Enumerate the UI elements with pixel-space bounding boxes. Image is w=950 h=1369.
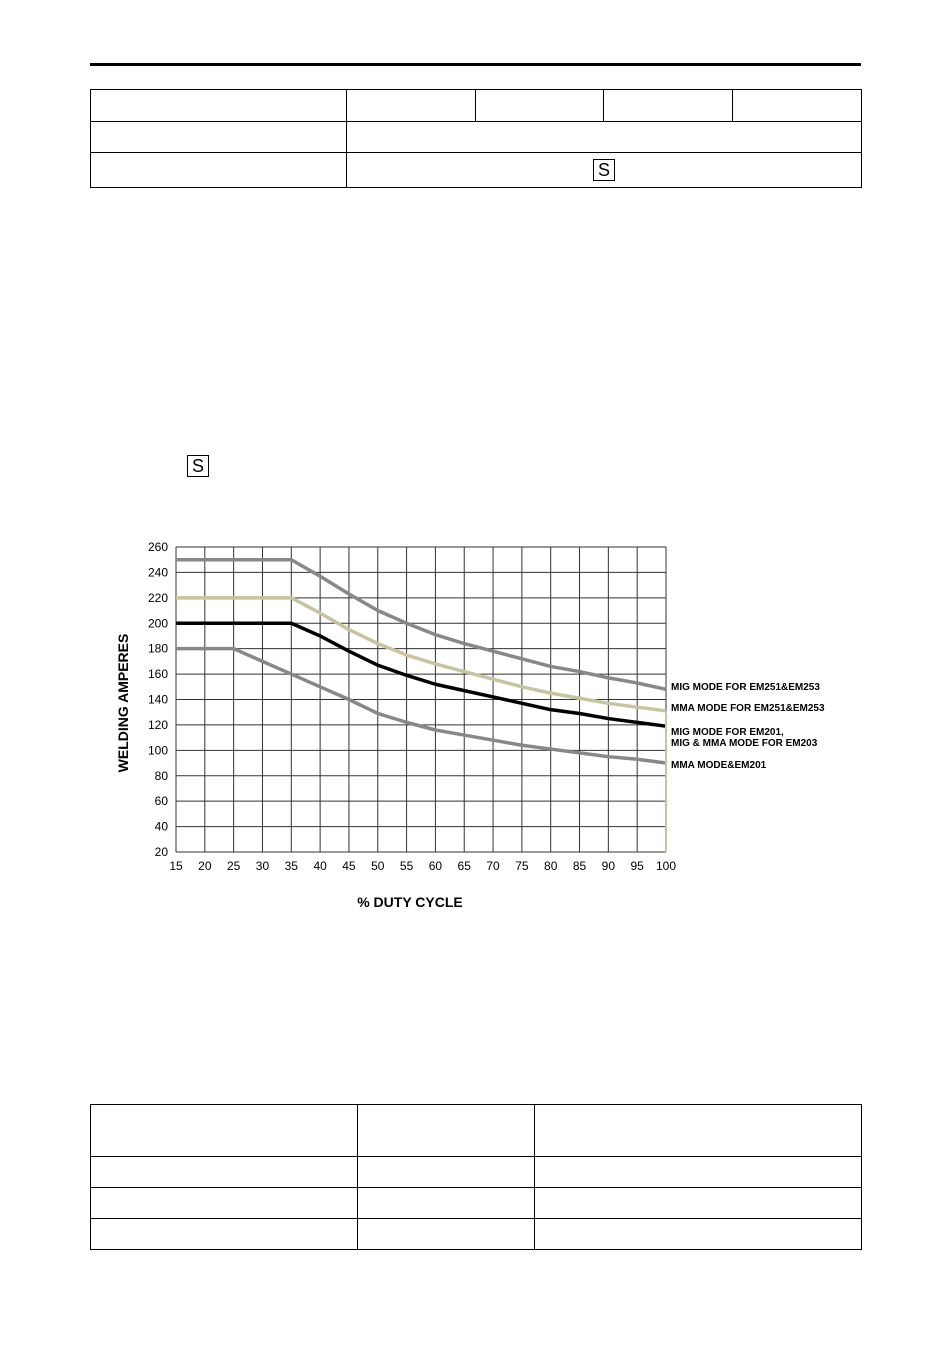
x-tick-label: 15 (169, 859, 183, 873)
table-cell (535, 1105, 862, 1157)
y-tick-label: 200 (147, 616, 168, 631)
x-tick-label: 80 (544, 859, 558, 873)
table-cell (358, 1157, 535, 1188)
x-tick-label: 25 (226, 859, 241, 873)
table-cell (535, 1157, 862, 1188)
x-tick-label: 65 (457, 859, 471, 873)
table-cell (91, 1157, 358, 1188)
x-tick-label: 100 (655, 859, 677, 873)
symbol-s-box: S (187, 455, 209, 477)
y-tick-label: 260 (147, 540, 168, 554)
table-cell (91, 90, 347, 122)
series-label: MMA MODE&EM201 (671, 760, 767, 771)
chart-ticks (148, 540, 676, 873)
table-cell (91, 1219, 358, 1250)
table-row (91, 122, 862, 153)
table-cell (604, 90, 733, 122)
table-row (91, 1219, 862, 1250)
series-label: MIG & MMA MODE FOR EM203 (671, 738, 818, 749)
series-label: MIG MODE FOR EM201, (671, 727, 784, 738)
table-cell (347, 90, 476, 122)
table-cell (535, 1188, 862, 1219)
x-tick-label: 75 (515, 859, 529, 873)
top-spec-table (90, 89, 862, 188)
x-axis-label: % DUTY CYCLE (357, 894, 463, 910)
y-tick-label: 220 (147, 590, 168, 605)
x-tick-label: 55 (399, 859, 414, 873)
x-tick-label: 85 (572, 859, 587, 873)
y-tick-label: 80 (154, 768, 168, 783)
table-row (91, 1157, 862, 1188)
bottom-spec-table (90, 1104, 862, 1250)
table-cell (733, 90, 862, 122)
y-tick-label: 120 (147, 717, 168, 732)
table-cell (91, 153, 347, 188)
x-tick-label: 45 (342, 859, 356, 873)
table-cell (91, 1188, 358, 1219)
table-row (91, 90, 862, 122)
table-cell (347, 153, 862, 188)
x-tick-label: 35 (284, 859, 298, 873)
y-tick-label: 100 (147, 743, 168, 758)
table-cell (91, 122, 347, 153)
y-tick-label: 160 (147, 667, 168, 682)
symbol-s-box: S (593, 159, 615, 181)
table-cell (535, 1219, 862, 1250)
chart-series-labels (671, 682, 825, 771)
chart-svg (100, 525, 860, 925)
table-row (91, 1105, 862, 1157)
table-cell (347, 122, 862, 153)
y-tick-label: 180 (147, 641, 168, 656)
table-cell (358, 1105, 535, 1157)
x-tick-label: 40 (313, 859, 327, 873)
y-tick-label: 140 (147, 692, 168, 707)
y-tick-label: 40 (154, 819, 168, 834)
table-cell (91, 1105, 358, 1157)
table-row (91, 153, 862, 188)
chart-series (176, 560, 666, 852)
table-cell (358, 1188, 535, 1219)
y-tick-label: 240 (147, 565, 168, 580)
duty-cycle-chart (100, 525, 860, 925)
y-tick-label: 60 (154, 794, 168, 809)
x-tick-label: 50 (371, 859, 385, 873)
x-tick-label: 90 (601, 859, 616, 873)
x-tick-label: 60 (428, 859, 443, 873)
x-tick-label: 20 (198, 859, 212, 873)
x-tick-label: 95 (630, 859, 644, 873)
y-tick-label: 20 (154, 845, 168, 859)
x-tick-label: 30 (255, 859, 270, 873)
table-cell (476, 90, 604, 122)
y-axis-label: WELDING AMPERES (115, 633, 131, 773)
series-label: MMA MODE FOR EM251&EM253 (671, 703, 825, 714)
table-row (91, 1188, 862, 1219)
series-line (176, 649, 666, 763)
x-tick-label: 70 (486, 859, 500, 873)
table-cell (358, 1219, 535, 1250)
series-label: MIG MODE FOR EM251&EM253 (671, 682, 820, 693)
header-rule (90, 63, 861, 66)
